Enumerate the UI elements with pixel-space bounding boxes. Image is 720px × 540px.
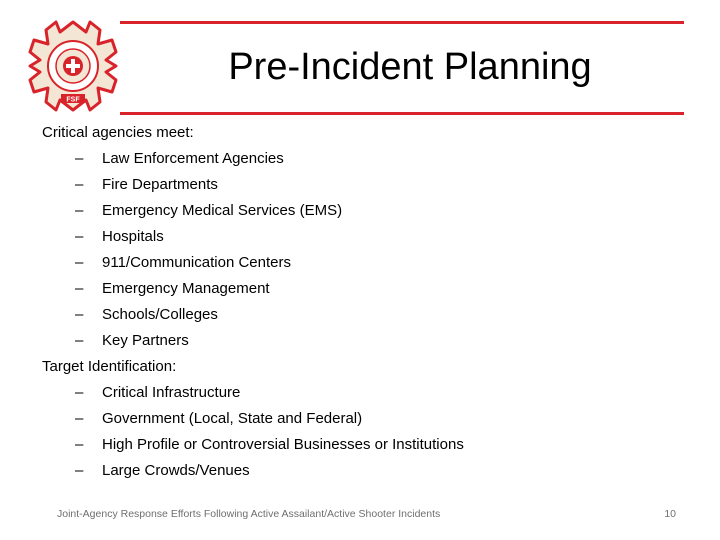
title-rule-top: [120, 21, 684, 24]
list-item: – Law Enforcement Agencies: [75, 150, 284, 167]
list-item: – High Profile or Controversial Businesses or Institutions: [75, 436, 464, 453]
logo-text-bottom: FSF: [66, 96, 80, 104]
list-item: – Critical Infrastructure: [75, 384, 241, 401]
list-item: – Large Crowds/Venues: [75, 462, 250, 479]
slide-title: Pre-Incident Planning: [228, 46, 592, 88]
list-item: – Government (Local, State and Federal): [75, 410, 363, 427]
section-heading-critical-agencies: Critical agencies meet:: [42, 124, 194, 141]
list-item: – 911/Communication Centers: [75, 254, 291, 271]
slide-content: [42, 120, 702, 484]
list-item: – Hospitals: [75, 228, 164, 245]
list-item: – Emergency Medical Services (EMS): [75, 202, 343, 219]
section-heading-target-identification: Target Identification:: [42, 358, 177, 375]
list-item: – Schools/Colleges: [75, 306, 218, 323]
fire-service-logo-icon: [28, 20, 118, 112]
title-rule-bottom: [120, 112, 684, 115]
list-item: – Emergency Management: [75, 280, 270, 297]
slide-footer: Joint-Agency Response Efforts Following Active Assailant/Active Shooter Incidents: [57, 508, 441, 520]
target-identification-list: [42, 380, 702, 484]
page-number: 10: [664, 508, 676, 520]
list-item: – Fire Departments: [75, 176, 218, 193]
list-item: – Key Partners: [75, 332, 189, 349]
critical-agencies-list: [42, 146, 702, 354]
